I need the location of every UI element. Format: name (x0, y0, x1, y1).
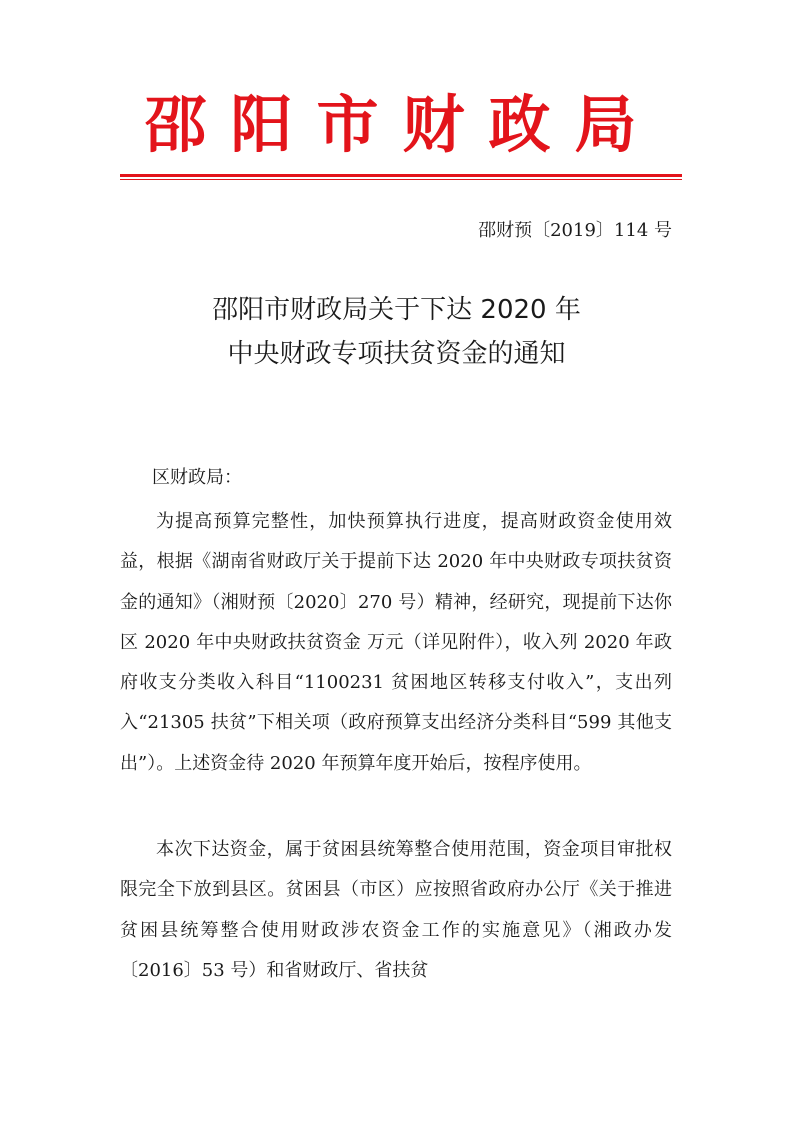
document-title-line-1: 邵阳市财政局关于下达 2020 年 (212, 295, 581, 325)
masthead-divider-thin (120, 179, 682, 180)
document-title-line-2: 中央财政专项扶贫资金的通知 (227, 339, 566, 369)
addressee: 区财政局： (152, 467, 242, 488)
body-paragraph-2: 本次下达资金，属于贫困县统筹整合使用范围，资金项目审批权限完全下放到县区。贫困县（市区）应按照省政府办公厅《关于推进贫困县统筹整合使用财政涉农资金工作的实施意见》（湘政办发〔2016〕53 号）和省财政厅、省扶贫 (120, 839, 672, 981)
masthead-divider-thick (120, 174, 682, 177)
agency-masthead: 邵阳市财政局 (144, 88, 661, 161)
body-paragraph-1: 为提高预算完整性，加快预算执行进度，提高财政资金使用效益，根据《湖南省财政厅关于提前下达 2020 年中央财政专项扶贫资金的通知》（湘财预〔2020〕270 号）精神，经研究，现提前下达你区 2020 年中央财政扶贫资金 万元（详见附件），收入列 2020 年政府收支分类收入科目“1100231 贫困地区转移支付收入”，支出列入“21305 扶贫”下相关项（政府预算支出经济分类科目“599 其他支出”）。上述资金待 2020 年预算年度开始后，按程序使用。 (120, 511, 672, 774)
document-number: 邵财预〔2019〕114 号 (478, 220, 672, 241)
